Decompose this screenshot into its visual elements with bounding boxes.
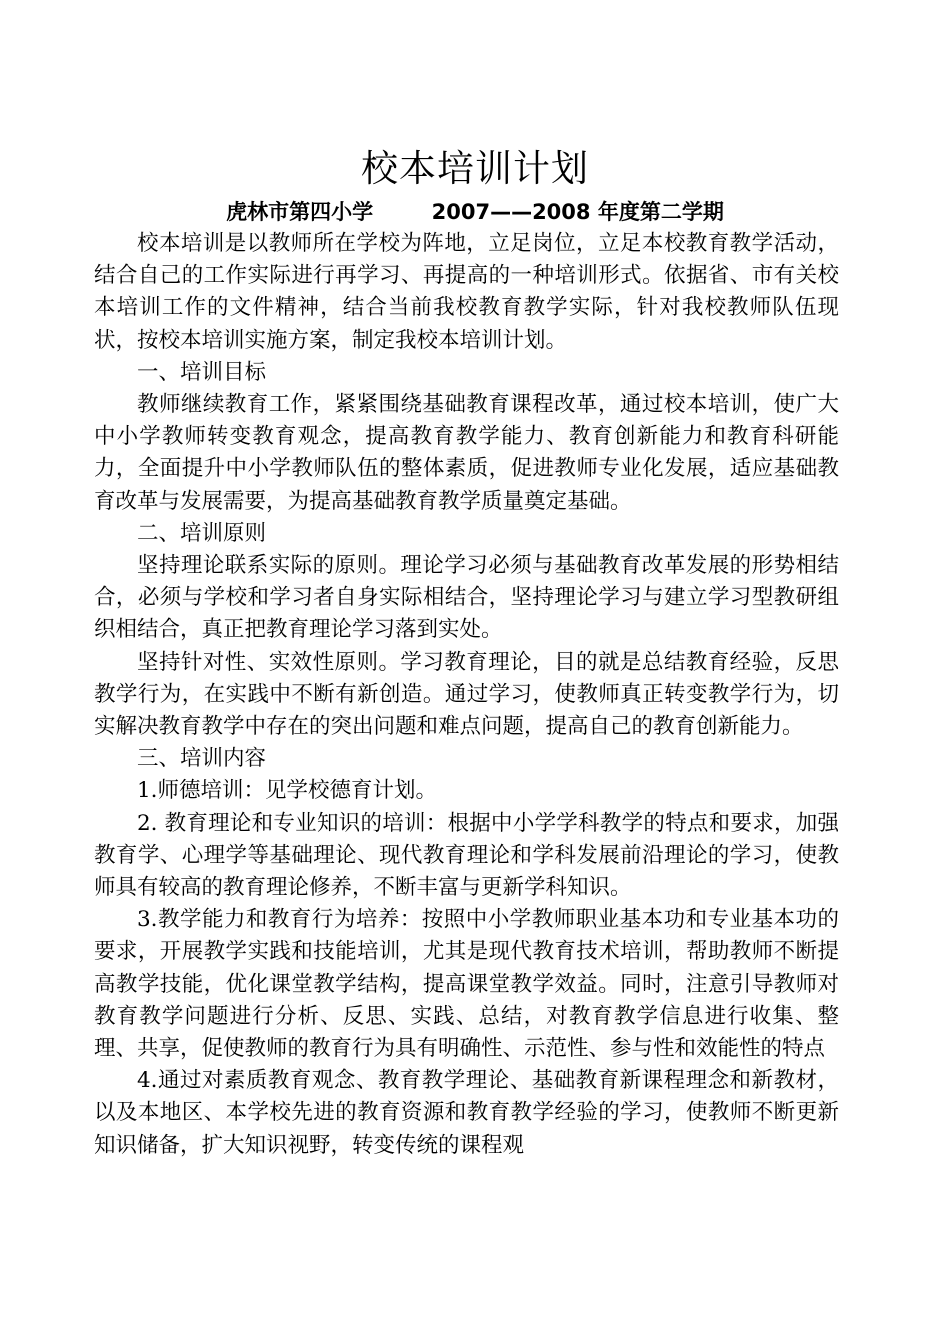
principles-paragraph-1: 坚持理论联系实际的原则。理论学习必须与基础教育改革发展的形势相结合，必须与学校和学习者自身实际相结合，坚持理论学习与建立学习型教研组织相结合，真正把教育理论学习落到实处。 [94, 553, 839, 643]
document-title: 校本培训计划 [361, 147, 589, 190]
section-heading-content: 三、培训内容 [137, 746, 267, 772]
content-item-4: 4.通过对素质教育观念、教育教学理论、基础教育新课程理念和新教材，以及本地区、本学校先进的教育资源和教育教学经验的学习，使教师不断更新知识储备，扩大知识视野，转变传统的课程观 [94, 1068, 839, 1158]
content-item-3: 3.教学能力和教育行为培养：按照中小学教师职业基本功和专业基本功的要求，开展教学实践和技能培训，尤其是现代教育技术培训，帮助教师不断提高教学技能，优化课堂教学结构，提高课堂教学效益。同时，注意引导教师对教育教学问题进行分析、反思、实践、总结，对教育教学信息进行收集、整理、共享，促使教师的教育行为具有明确性、示范性、参与性和效能性的特点 [94, 907, 839, 1062]
section-heading-goals: 一、培训目标 [137, 359, 267, 385]
content-item-2: 2. 教育理论和专业知识的培训：根据中小学学科教学的特点和要求，加强教育学、心理学等基础理论、现代教育理论和学科发展前沿理论的学习，使教师具有较高的教育理论修养，不断丰富与更新学科知识。 [94, 810, 839, 901]
section-heading-principles: 二、培训原则 [137, 520, 267, 546]
principles-paragraph-2: 坚持针对性、实效性原则。学习教育理论，目的就是总结教育经验，反思教学行为，在实践中不断有新创造。通过学习，使教师真正转变教学行为，切实解决教育教学中存在的突出问题和难点问题，提高自己的教育创新能力。 [94, 649, 839, 740]
document-body [94, 228, 839, 1162]
goals-paragraph: 教师继续教育工作，紧紧围绕基础教育课程改革，通过校本培训，使广大中小学教师转变教育观念，提高教育教学能力、教育创新能力和教育科研能力，全面提升中小学教师队伍的整体素质，促进教师专业化发展，适应基础教育改革与发展需要，为提高基础教育教学质量奠定基础。 [94, 392, 839, 514]
document-subtitle: 虎林市第四小学 2007——2008 年度第二学期 [226, 200, 724, 224]
content-item-1: 1.师德培训：见学校德育计划。 [137, 778, 438, 804]
intro-paragraph: 校本培训是以教师所在学校为阵地，立足岗位，立足本校教育教学活动，结合自己的工作实际进行再学习、再提高的一种培训形式。依据省、市有关校本培训工作的文件精神，结合当前我校教育教学实际，针对我校教师队伍现状，按校本培训实施方案，制定我校本培训计划。 [94, 231, 839, 353]
